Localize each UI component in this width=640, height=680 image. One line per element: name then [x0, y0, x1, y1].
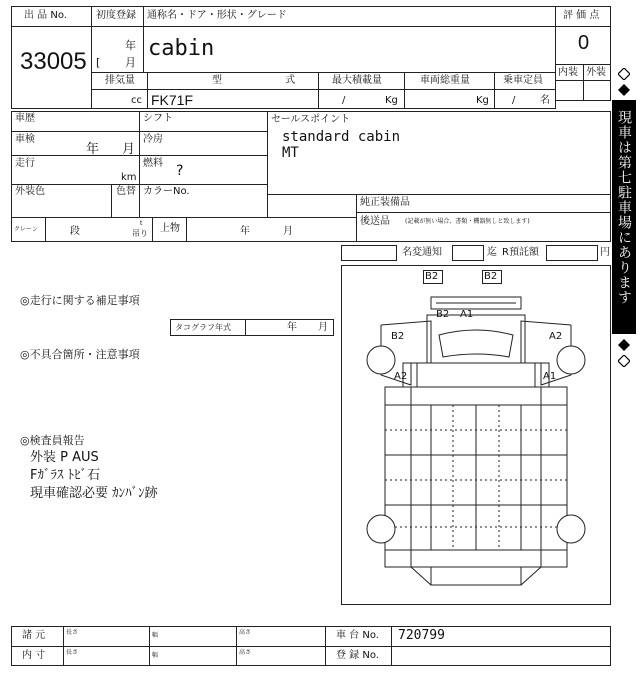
upper-label: 上物	[160, 223, 180, 234]
first-reg-year: 年	[125, 39, 136, 52]
aircon-label: 冷房	[143, 134, 163, 145]
tachograph-year: 年	[287, 322, 297, 333]
diamond-icon	[618, 339, 630, 351]
first-reg-month: 月	[125, 56, 136, 69]
lot-number-label: 出 品 No.	[24, 10, 67, 21]
stage-label: 段	[70, 226, 80, 237]
inspection-month: 月	[122, 142, 136, 157]
damage-mark-text: A2	[549, 331, 563, 342]
name-change-field	[341, 245, 397, 261]
equipment-label: 純正装備品	[360, 197, 410, 208]
model-code: FK71F	[151, 92, 194, 108]
damage-mark-text: A1	[543, 371, 557, 382]
wheel-rear-left	[367, 515, 395, 543]
max-load-unit: Kg	[385, 95, 398, 106]
displacement-unit: cc	[131, 95, 142, 106]
plate-number-label: 登 録 No.	[336, 650, 379, 661]
spec-width-label: 幅	[152, 632, 159, 639]
damage-mark-text: B2	[436, 309, 450, 320]
mileage-unit: km	[121, 172, 137, 183]
yen-label: 円	[600, 247, 610, 258]
inspector-report-label: ◎検査員報告	[20, 434, 85, 447]
score-label: 評 価 点	[563, 10, 600, 21]
inner-width-label: 幅	[152, 652, 159, 659]
wheel-front-right	[557, 346, 585, 374]
lot-number: 33005	[20, 48, 87, 75]
inspector-line-1: 外装 P AUS	[30, 450, 99, 465]
gross-weight-unit: Kg	[476, 95, 489, 106]
model-code-label: 型 式	[212, 75, 326, 86]
diamond-icon	[618, 84, 630, 96]
name-change-label: 名変通知	[402, 247, 442, 258]
chassis-number: 720799	[398, 628, 445, 643]
registration-field	[452, 245, 484, 261]
diamond-icon	[618, 68, 630, 80]
upper-month: 月	[283, 226, 293, 237]
interior-label: 内装	[558, 67, 578, 78]
truck-outline	[381, 297, 571, 585]
damage-mark-text: B2	[484, 271, 498, 282]
inspector-line-3: 現車確認必要 ｶﾝﾊﾞﾝ跡	[30, 486, 158, 501]
capacity-slash: /	[512, 95, 516, 106]
inner-height-label: 高さ	[239, 649, 252, 656]
tachograph-label: タコグラフ年式	[175, 323, 231, 332]
upper-year: 年	[240, 226, 250, 237]
crane-row	[11, 217, 357, 242]
sales-point-1: standard cabin	[282, 129, 401, 145]
damage-mark-text: A2	[394, 371, 408, 382]
model-name: cabin	[148, 36, 215, 61]
max-load-slash: /	[342, 95, 346, 106]
inner-length-label: 長さ	[66, 649, 79, 656]
inspection-year: 年	[86, 142, 100, 157]
wheel-front-left	[367, 346, 395, 374]
location-banner-text: 現車は第七駐車場にあります	[616, 110, 632, 305]
color-code-label: カラーNo.	[143, 186, 190, 197]
max-load-label: 最大積載量	[332, 75, 382, 86]
exterior-label: 外装	[586, 67, 606, 78]
damage-mark-text: A1	[460, 309, 474, 320]
grade-label: 通称名・ドア・形状・グレード	[147, 10, 287, 21]
recycle-field	[546, 245, 598, 261]
inspector-line-2: Fｶﾞﾗｽ ﾄﾋﾞ石	[30, 468, 101, 483]
truck-diagram	[341, 265, 611, 605]
lift-label: 吊り	[132, 229, 148, 238]
displacement-label: 排気量	[105, 75, 135, 86]
color-change-label: 色替	[116, 186, 136, 197]
tachograph-month: 月	[318, 322, 328, 333]
inner-dim-label: 内 寸	[22, 650, 46, 661]
diamond-icon	[618, 355, 630, 367]
shipping-label: 後送品	[360, 216, 390, 227]
first-registration-label: 初度登録	[96, 10, 136, 21]
gross-weight-label: 車両総重量	[420, 75, 470, 86]
spec-height-label: 高さ	[239, 629, 252, 636]
mileage-label: 走行	[15, 158, 35, 169]
crane-label: クレーン	[14, 226, 38, 233]
lift-ton-label: t	[140, 220, 143, 227]
wheel-rear-right	[557, 515, 585, 543]
sales-points-label: セールスポイント	[271, 114, 351, 125]
history-label: 車歴	[15, 113, 35, 124]
shift-label: シフト	[143, 113, 173, 124]
defects-label: ◎不具合箇所・注意事項	[20, 348, 140, 361]
location-banner	[612, 100, 636, 334]
inspection-label: 車検	[15, 134, 35, 145]
spec-length-label: 長さ	[66, 629, 79, 636]
specs-label: 諸 元	[22, 630, 46, 641]
fuel-value: ?	[176, 163, 184, 179]
sales-point-2: MT	[282, 145, 299, 161]
damage-mark-text: B2	[425, 271, 439, 282]
driving-notes-label: ◎走行に関する補足事項	[20, 294, 140, 307]
shipping-note: (記載が無い場合、書類・機器無しと致します)	[405, 218, 530, 225]
chassis-number-label: 車 台 No.	[336, 630, 379, 641]
first-reg-bracket: [	[96, 56, 101, 69]
exterior-color-label: 外装色	[15, 186, 45, 197]
registration-label: 迄	[487, 247, 497, 258]
recycle-label: R預託額	[502, 247, 539, 258]
damage-mark-text: B2	[391, 331, 405, 342]
capacity-unit: 名	[540, 95, 550, 106]
fuel-label: 燃料	[143, 158, 163, 169]
score-value: 0	[578, 32, 590, 54]
capacity-label: 乗車定員	[503, 75, 543, 86]
